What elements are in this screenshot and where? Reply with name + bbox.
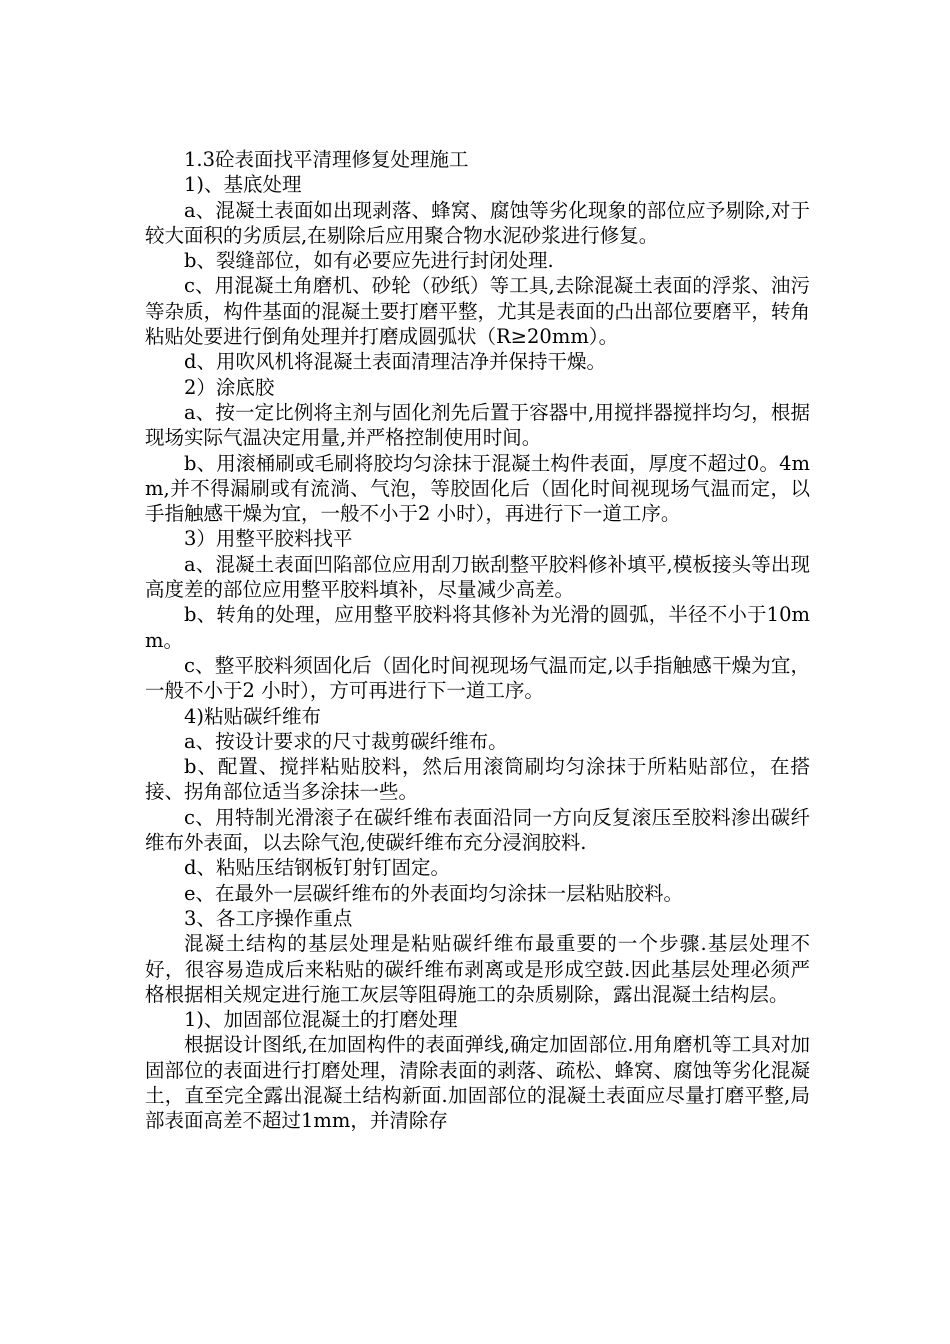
subsection-heading: 2）涂底胶: [184, 375, 275, 399]
paragraph: e、在最外一层碳纤维布的外表面均匀涂抹一层粘贴胶料。: [184, 881, 684, 905]
paragraph: 根据设计图纸,在加固构件的表面弹线,确定加固部位.用角磨机等工具对加固部位的表面进行打磨处理，清除表面的剥落、疏松、蜂窝、腐蚀等劣化混凝土，直至完全露出混凝土结构新面.加固部位的混凝土表面应尽量打磨平整,局部表面高差不超过1mm，并清除存: [145, 1033, 810, 1133]
subsection-heading: 1)、加固部位混凝土的打磨处理: [184, 1008, 458, 1032]
subsection-heading: 4)粘贴碳纤维布: [184, 704, 322, 728]
paragraph: a、混凝土表面凹陷部位应用刮刀嵌刮整平胶料修补填平,模板接头等出现高度差的部位应用整平胶料填补，尽量减少高差。: [145, 552, 810, 602]
subsection-heading: 1)、基底处理: [184, 173, 302, 197]
paragraph: c、用特制光滑滚子在碳纤维布表面沿同一方向反复滚压至胶料渗出碳纤维布外表面，以去除气泡,使碳纤维布充分浸润胶料.: [145, 805, 810, 855]
document-body: [145, 147, 810, 1134]
subsection-heading: 3）用整平胶料找平: [184, 527, 353, 551]
paragraph: a、按一定比例将主剂与固化剂先后置于容器中,用搅拌器搅拌均匀，根据现场实际气温决定用量,并严格控制使用时间。: [145, 400, 810, 450]
paragraph: 混凝土结构的基层处理是粘贴碳纤维布最重要的一个步骤.基层处理不好，很容易造成后来粘贴的碳纤维布剥离或是形成空鼓.因此基层处理必须严格根据相关规定进行施工灰层等阻碍施工的杂质剔除，露出混凝土结构层。: [145, 932, 810, 1006]
paragraph: b、裂缝部位，如有必要应先进行封闭处理.: [184, 249, 554, 273]
section-heading: 3、各工序操作重点: [184, 906, 353, 930]
paragraph: d、粘贴压结钢板钉射钉固定。: [184, 856, 450, 880]
paragraph: b、配置、搅拌粘贴胶料，然后用滚筒刷均匀涂抹于所粘贴部位，在搭接、拐角部位适当多涂抹一些。: [145, 755, 810, 804]
paragraph: a、混凝土表面如出现剥落、蜂窝、腐蚀等劣化现象的部位应予剔除,对于较大面积的劣质层,在剔除后应用聚合物水泥砂浆进行修复。: [145, 198, 810, 247]
paragraph: b、转角的处理，应用整平胶料将其修补为光滑的圆弧，半径不小于10mm。: [145, 603, 810, 652]
paragraph: b、用滚桶刷或毛刷将胶均匀涂抹于混凝土构件表面，厚度不超过0。4mm,并不得漏刷或有流淌、气泡，等胶固化后（固化时间视现场气温而定，以手指触感干燥为宜，一般不小于2 小时），再进行下一道工序。: [145, 451, 810, 526]
paragraph: c、用混凝土角磨机、砂轮（砂纸）等工具,去除混凝土表面的浮浆、油污等杂质，构件基面的混凝土要打磨平整，尤其是表面的凸出部位要磨平，转角粘贴处要进行倒角处理并打磨成圆弧状（R≥20mm）。: [145, 274, 810, 349]
section-heading: 1.3砼表面找平清理修复处理施工: [184, 148, 469, 171]
paragraph: c、整平胶料须固化后（固化时间视现场气温而定,以手指触感干燥为宜，一般不小于2 小时），方可再进行下一道工序。: [145, 653, 810, 703]
paragraph: a、按设计要求的尺寸裁剪碳纤维布。: [184, 729, 508, 753]
paragraph: d、用吹风机将混凝土表面清理洁净并保持干燥。: [184, 350, 606, 374]
